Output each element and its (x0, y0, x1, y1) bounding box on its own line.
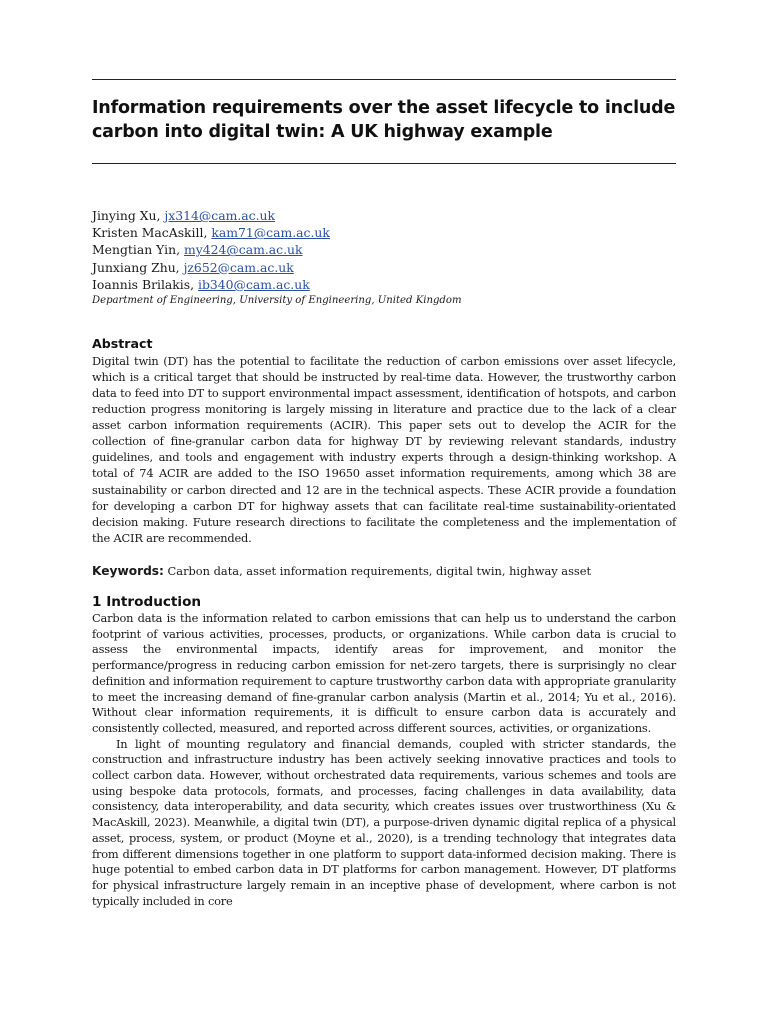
author-entry (92, 259, 676, 276)
author-name: Jinying Xu, (92, 208, 165, 223)
introduction-paragraph: In light of mounting regulatory and financial demands, coupled with stricter standards, the construction and infrastructure industry has been actively seeking innovative practices and tools to collect carbon data. However, without orchestrated data requirements, various schemes and tools are using bespoke data protocols, formats, and processes, facing challenges in data availability, data consistency, data interoperability, and data security, which creates issues over trustworthiness (Xu & MacAskill, 2023). Meanwhile, a digital twin (DT), a purpose-driven dynamic digital replica of a physical asset, process, system, or product (Moyne et al., 2020), is a trending technology that integrates data from different dimensions together in one platform to support data-informed decision making. There is huge potential to embed carbon data in DT platforms for carbon management. However, DT platforms for physical infrastructure largely remain in an inceptive phase of development, where carbon is not typically included in core (92, 736, 676, 908)
introduction-body (92, 611, 676, 909)
author-name: Ioannis Brilakis, (92, 276, 199, 292)
keywords-line (92, 563, 676, 579)
introduction-paragraph: Carbon data is the information related to carbon emissions that can help us to understand the carbon footprint of various activities, processes, products, or organizations. While carbon data is crucial to assess the environmental impacts, identify areas for improvement, and monitor the performance/progress in reducing carbon emission for net-zero targets, there is surprisingly no clear definition and information requirement to capture trustworthy carbon data with appropriate granularity to meet the increasing demand of fine-granular carbon analysis (Martin et al., 2014; Yu et al., 2016). Without clear information requirements, it is difficult to ensure carbon data is accurately and consistently collected, measured, and reported across different sources, activities, or organizations. (92, 611, 676, 735)
keywords-text: Carbon data, asset information requirements, digital twin, highway asset (163, 564, 592, 578)
bottom-rule (92, 163, 676, 164)
introduction-heading: 1 Introduction (92, 594, 202, 610)
abstract-text: Digital twin (DT) has the potential to facilitate the reduction of carbon emissions over asset lifecycle, which is a critical target that should be instructed by real-time data. However, the trustworthy carbon data to feed into DT to support environmental impact assessment, identification of hotspots, and carbon reduction progress monitoring is largely missing in literature and practice due to the lack of a clear asset carbon information requirements (ACIR). This paper sets out to develop the ACIR for the collection of fine-granular carbon data for highway DT by reviewing relevant standards, industry guidelines, and tools and engagement with industry experts through a design-thinking workshop. A total of 74 ACIR are added to the ISO 19650 asset information requirements, among which 38 are sustainability or carbon directed and 12 are in the technical aspects. These ACIR provide a foundation for developing a carbon DT for highway assets that can facilitate real-time sustainability-orientated decision making. Future research directions to facilitate the completeness and the implementation of the ACIR are recommended. (92, 354, 676, 545)
author-entry (92, 207, 676, 224)
author-entry (92, 276, 676, 293)
author-name: Kristen MacAskill, (92, 225, 212, 241)
author-entry (92, 224, 676, 241)
author-email-link[interactable]: ib340@cam.ac.uk (198, 276, 310, 292)
top-rule (92, 79, 676, 80)
author-name: Mengtian Yin, (92, 242, 184, 258)
paper-title: Information requirements over the asset lifecycle to include carbon into digital twin: A UK highway example (92, 98, 676, 142)
author-entry (92, 241, 676, 258)
abstract-heading: Abstract (92, 336, 153, 351)
affiliation: Department of Engineering, University of Engineering, United Kingdom (92, 295, 462, 307)
author-email-link[interactable]: kam71@cam.ac.uk (211, 225, 330, 241)
author-email-link[interactable]: jz652@cam.ac.uk (183, 259, 294, 275)
author-name: Junxiang Zhu, (92, 259, 184, 275)
author-list (92, 207, 676, 309)
keywords-label: Keywords: (92, 564, 164, 578)
author-email-link[interactable]: my424@cam.ac.uk (183, 242, 303, 258)
author-email-link[interactable]: jx314@cam.ac.uk (164, 208, 276, 223)
